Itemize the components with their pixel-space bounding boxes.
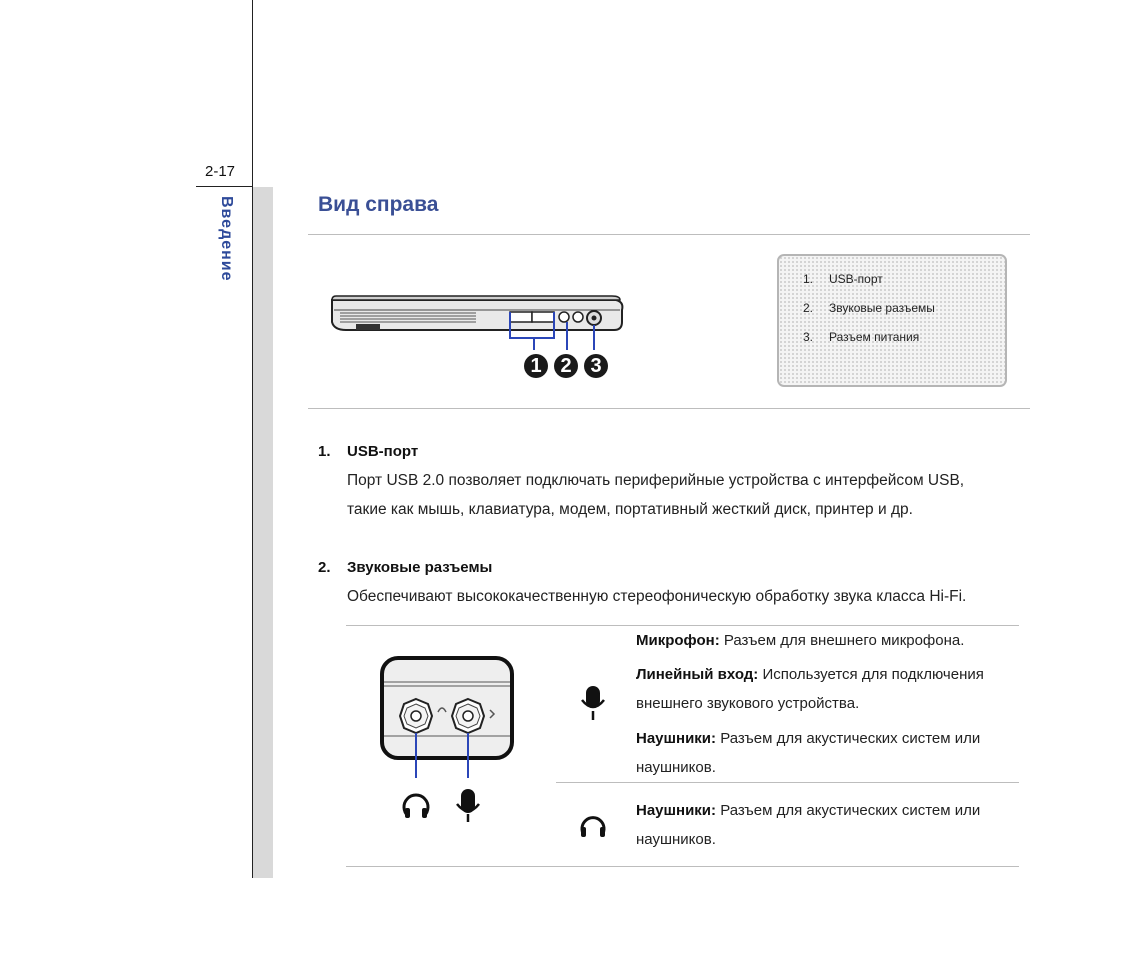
section-text: такие как мышь, клавиатура, модем, портативный жесткий диск, принтер и др.: [347, 501, 913, 518]
legend-item: 3. Разъем питания: [803, 330, 920, 344]
callout-3: 3: [584, 354, 608, 378]
line-in-description-cont: внешнего звукового устройства.: [636, 695, 860, 712]
headphones-icon: [578, 809, 608, 841]
page-number: 2-17: [205, 163, 236, 180]
chapter-label: Введение: [218, 196, 235, 282]
legend-box: [777, 254, 1007, 387]
headphones-description-cont: наушников.: [636, 831, 716, 848]
headphones-description-cont: наушников.: [636, 759, 716, 776]
mic-description: Микрофон: Разъем для внешнего микрофона.: [636, 632, 965, 649]
illustration-divider: [308, 408, 1030, 409]
table-row-divider: [556, 782, 1019, 783]
callout-1: 1: [524, 354, 548, 378]
page-number-divider: [196, 186, 253, 187]
side-strip: [253, 187, 273, 878]
section-text: Порт USB 2.0 позволяет подключать периферийные устройства с интерфейсом USB,: [347, 472, 965, 489]
microphone-icon: [579, 685, 607, 723]
section-text: Обеспечивают высококачественную стереофоническую обработку звука класса Hi-Fi.: [347, 588, 967, 605]
title-divider: [308, 234, 1030, 235]
page-title: Вид справа: [318, 193, 439, 216]
headphones-description: Наушники: Разъем для акустических систем или: [636, 730, 981, 747]
table-bottom-border: [346, 866, 1019, 867]
line-in-description: Линейный вход: Используется для подключения: [636, 666, 984, 683]
section-heading-usb: 1. USB-порт: [318, 443, 419, 460]
headphones-description: Наушники: Разъем для акустических систем или: [636, 802, 981, 819]
audio-jacks-illustration: [380, 656, 514, 826]
laptop-right-side-illustration: [326, 288, 626, 382]
section-heading-audio: 2. Звуковые разъемы: [318, 559, 493, 576]
legend-item: 1. USB-порт: [803, 272, 883, 286]
legend-item: 2. Звуковые разъемы: [803, 301, 935, 315]
callout-2: 2: [554, 354, 578, 378]
